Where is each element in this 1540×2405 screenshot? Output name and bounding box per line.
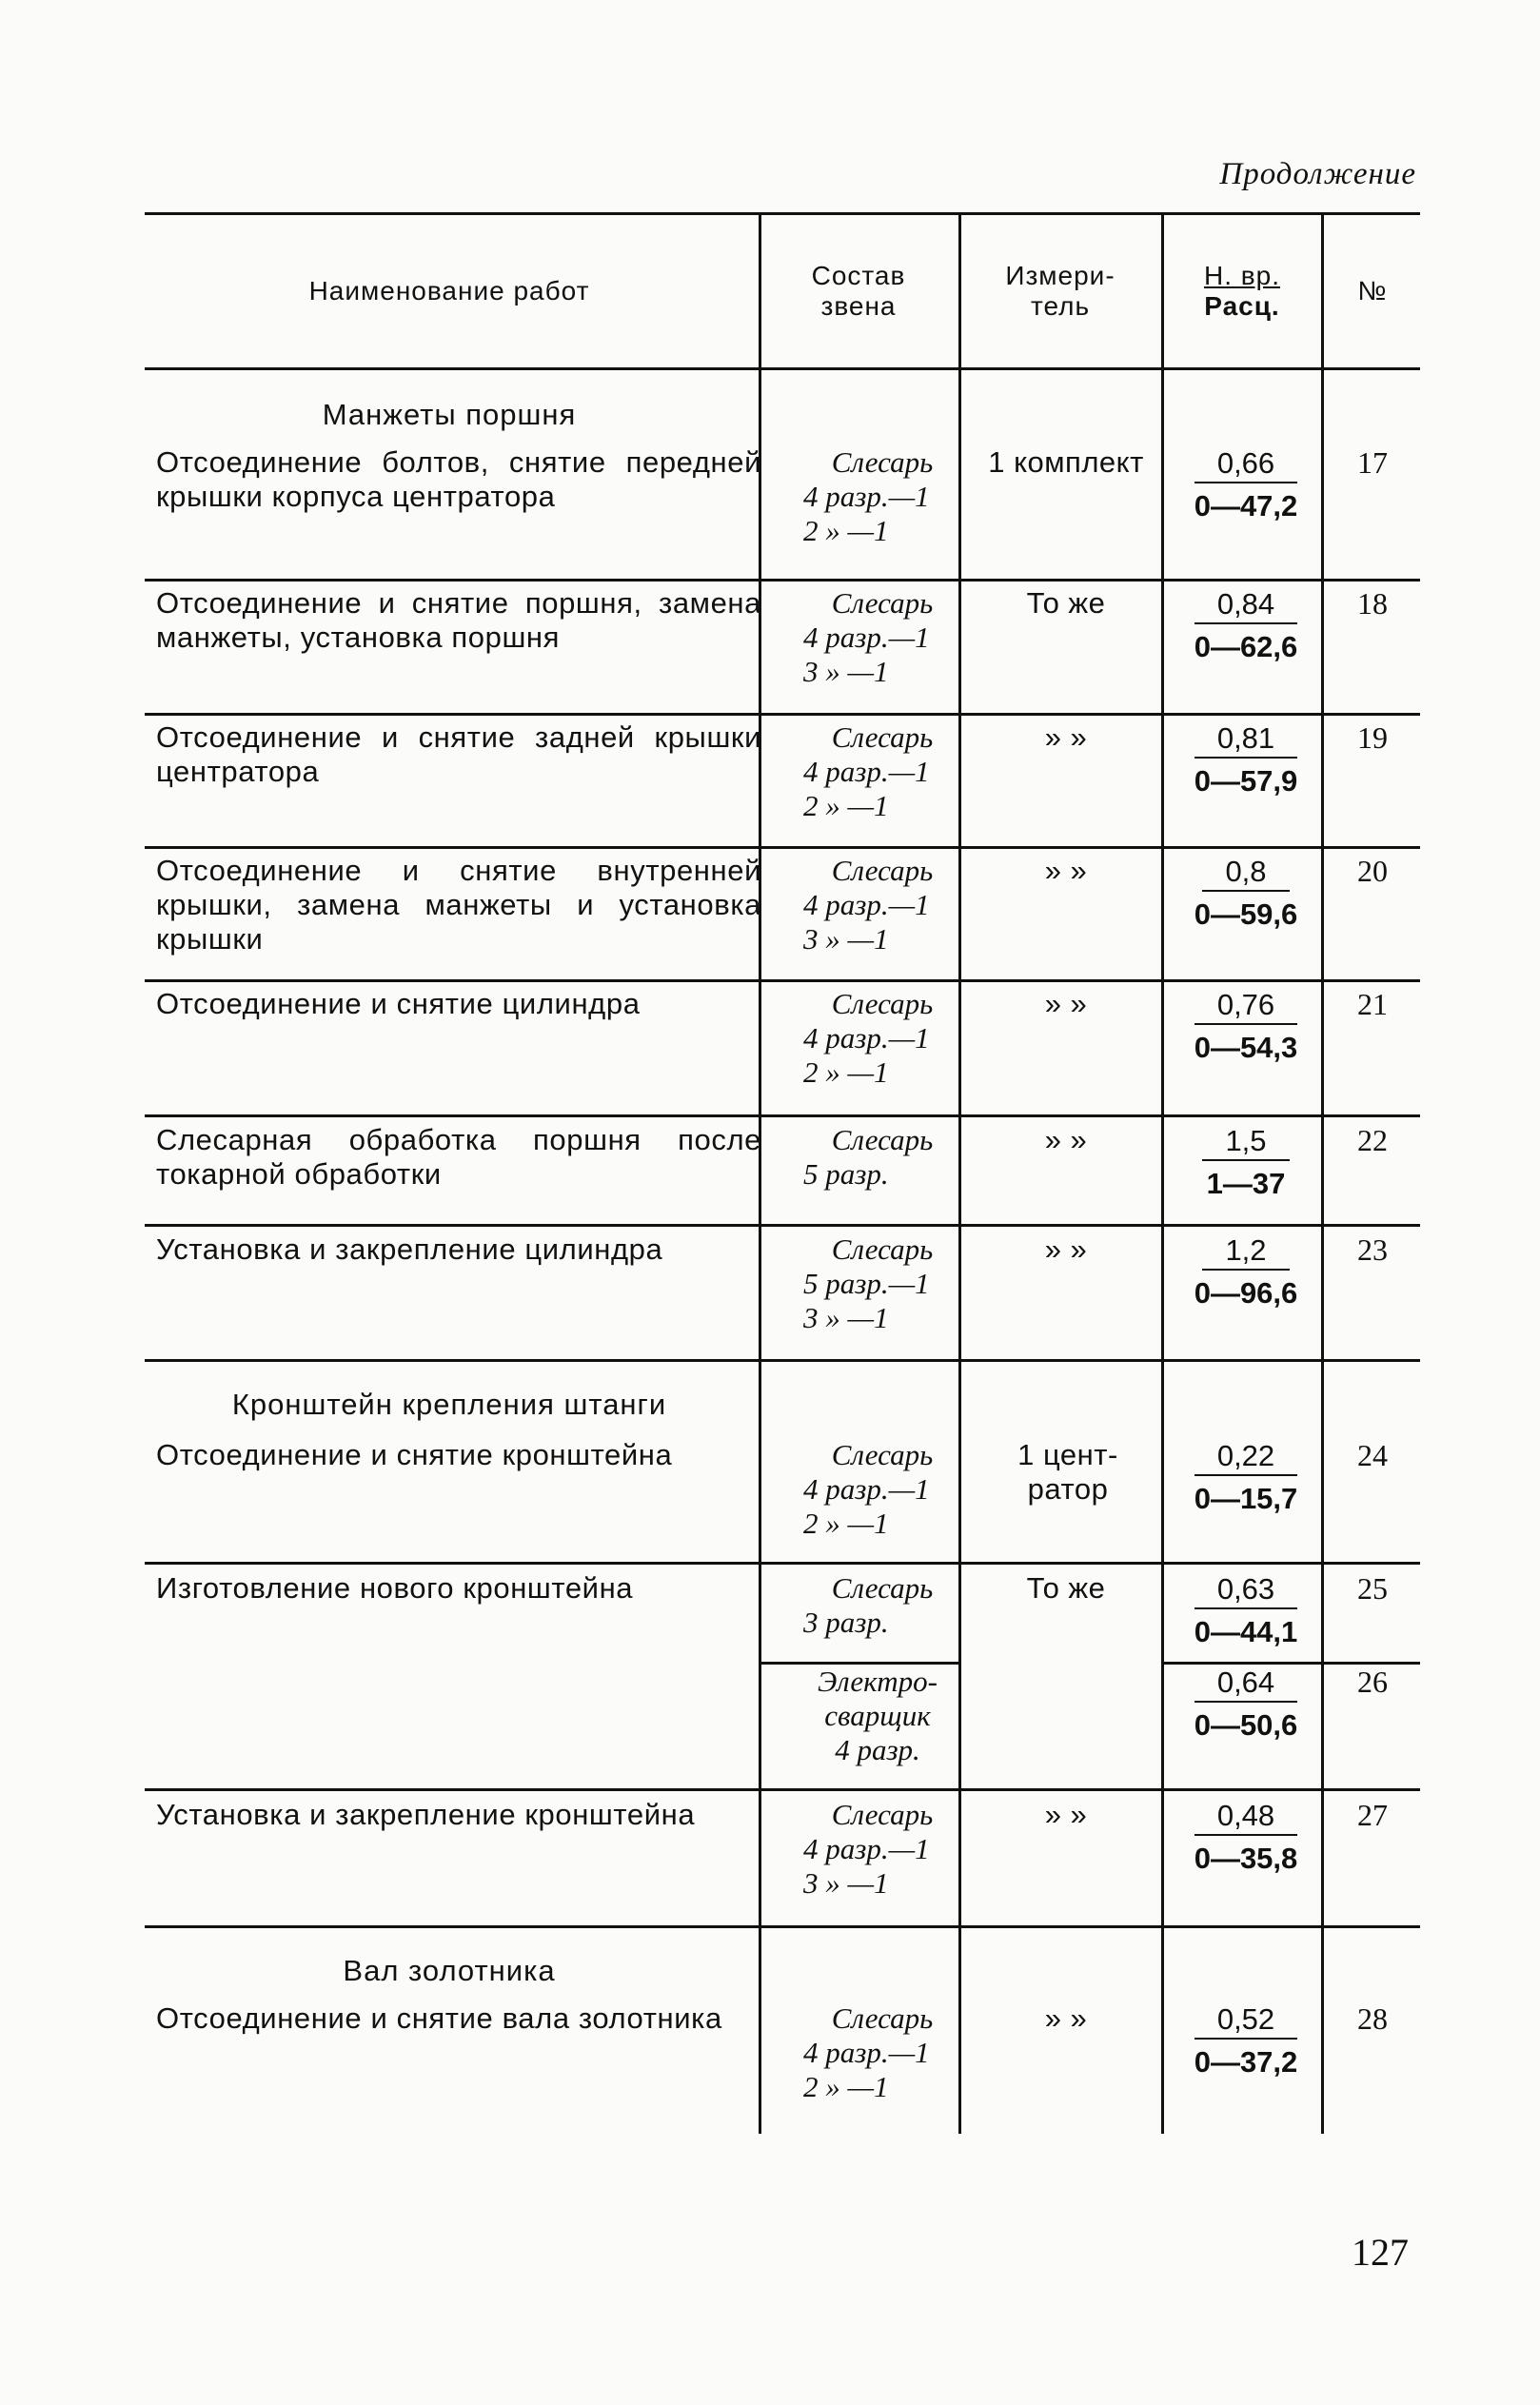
measure: То же [1026, 1571, 1106, 1605]
measure: » » [1044, 1123, 1088, 1156]
norm-time: 1,2 [1202, 1232, 1289, 1271]
norm [1170, 1798, 1322, 1878]
row-number: 28 [1357, 2001, 1388, 2036]
crew-grade: 2 » —1 [803, 789, 889, 822]
measure: 1 цент-ратор [1017, 1438, 1118, 1506]
crew-title: Электро- [818, 1665, 938, 1698]
work-name: Отсоединение и снятие внутренней крышки, замена манжеты и установка крышки [156, 854, 761, 956]
norm-rate: 0—35,8 [1194, 1842, 1298, 1875]
crew [782, 1232, 982, 1335]
norm-time: 0,84 [1194, 586, 1297, 624]
header-no: № [1357, 276, 1388, 306]
crew-grade: 4 разр.—1 [803, 755, 930, 788]
header-measure [959, 215, 1161, 367]
norm [1170, 987, 1322, 1067]
norm-rate: 0—50,6 [1194, 1708, 1298, 1742]
work-name: Отсоединение и снятие кронштейна [156, 1438, 673, 1471]
crew-title: Слесарь [831, 445, 934, 479]
work-name: Слесарная обработка поршня после токарной обработки [156, 1123, 761, 1191]
row-divider [145, 979, 1420, 982]
header-norm-top: Н. вр. [1203, 261, 1280, 290]
row-number: 27 [1357, 1798, 1388, 1832]
row-number: 24 [1357, 1438, 1388, 1472]
crew-grade: 3 » —1 [803, 1866, 889, 1900]
norm [1170, 720, 1322, 800]
crew-grade: 4 разр.—1 [803, 1472, 930, 1506]
norm-time: 0,63 [1194, 1571, 1297, 1609]
row-number: 20 [1357, 854, 1388, 888]
row-number: 25 [1357, 1571, 1388, 1606]
work-name: Отсоединение и снятие задней крышки центратора [156, 720, 761, 788]
norm-time: 0,81 [1194, 720, 1297, 759]
crew-title: Слесарь [831, 987, 934, 1020]
crew-grade: 4 разр.—1 [803, 888, 930, 921]
page-number: 127 [1352, 2231, 1409, 2274]
crew [782, 987, 982, 1090]
crew [782, 2001, 982, 2104]
header-crew-label: Состав звена [811, 261, 906, 321]
norm-time: 0,8 [1202, 854, 1289, 892]
section-heading: Манжеты поршня [322, 398, 577, 431]
measure: » » [1044, 2001, 1088, 2035]
work-name: Установка и закрепление кронштейна [156, 1798, 696, 1831]
row-number: 17 [1357, 445, 1388, 480]
row-number: 21 [1357, 987, 1388, 1021]
measure: » » [1044, 720, 1088, 754]
section-heading: Вал золотника [343, 1954, 556, 1987]
crew-title: Слесарь [831, 1232, 934, 1266]
norm-rate: 0—57,9 [1194, 764, 1298, 798]
crew-grade: 4 разр.—1 [803, 2036, 930, 2069]
crew [782, 1798, 982, 1901]
row-divider [145, 713, 1420, 716]
norm-time: 0,22 [1194, 1438, 1297, 1476]
norm-rate: 0—62,6 [1194, 630, 1298, 663]
norm-rate: 0—44,1 [1194, 1615, 1298, 1648]
crew [782, 1571, 982, 1640]
norm-rate: 0—96,6 [1194, 1276, 1298, 1310]
row-divider [145, 1925, 1420, 1928]
row-divider [145, 1562, 1420, 1565]
crew-grade: 4 разр.—1 [803, 621, 930, 654]
row-divider [145, 1788, 1420, 1791]
norm-rate: 0—54,3 [1194, 1031, 1298, 1064]
crew-grade: 2 » —1 [803, 1507, 889, 1540]
norm-time: 0,66 [1194, 445, 1297, 483]
crew [782, 445, 982, 548]
crew-title: Слесарь [831, 1438, 934, 1471]
crew-grade: 3 » —1 [803, 922, 889, 956]
measure: » » [1044, 987, 1088, 1020]
crew-grade: 4 разр.—1 [803, 1832, 930, 1865]
crew-title: Слесарь [831, 720, 934, 754]
crew-title: Слесарь [831, 586, 934, 620]
row-number: 26 [1357, 1665, 1388, 1699]
norm [1170, 586, 1322, 666]
crew-grade: 5 разр. [803, 1157, 889, 1191]
crew-grade: 2 » —1 [803, 1055, 889, 1089]
norm [1170, 854, 1322, 934]
norm-rate: 0—15,7 [1194, 1482, 1298, 1515]
crew-grade: 4 разр. [835, 1733, 920, 1766]
work-name: Отсоединение болтов, снятие передней крышки корпуса центратора [156, 445, 761, 513]
work-name: Отсоединение и снятие цилиндра [156, 987, 641, 1020]
norm [1170, 1665, 1322, 1745]
norm-time: 0,48 [1194, 1798, 1297, 1836]
norm [1170, 1123, 1322, 1203]
row-number: 22 [1357, 1123, 1388, 1157]
continued-label: Продолжение [1219, 157, 1416, 191]
crew [782, 720, 982, 823]
crew [782, 1123, 982, 1192]
norm [1170, 445, 1322, 525]
work-name: Отсоединение и снятие поршня, замена манжеты, установка поршня [156, 586, 761, 654]
measure: » » [1044, 1798, 1088, 1831]
row-divider [145, 846, 1420, 849]
crew [782, 1438, 982, 1541]
crew-title: Слесарь [831, 1123, 934, 1156]
row-number: 19 [1357, 720, 1388, 755]
work-name: Изготовление нового кронштейна [156, 1571, 634, 1605]
crew-title: Слесарь [831, 854, 934, 887]
crew [792, 1665, 963, 1767]
norm-rate: 0—37,2 [1194, 2045, 1298, 2079]
crew-grade: 4 разр.—1 [803, 1021, 930, 1055]
crew-title: Слесарь [831, 1798, 934, 1831]
header-norm [1163, 215, 1321, 367]
norm-time: 1,5 [1202, 1123, 1289, 1161]
norm [1170, 1232, 1322, 1312]
crew [782, 854, 982, 956]
crew [782, 586, 982, 689]
norm-time: 0,52 [1194, 2001, 1297, 2040]
crew-grade: 4 разр.—1 [803, 480, 930, 513]
crew-grade: 3 » —1 [803, 655, 889, 688]
norm-rate: 0—59,6 [1194, 897, 1298, 931]
row-divider [145, 579, 1420, 582]
norm [1170, 1571, 1322, 1651]
col-rule-3 [1161, 215, 1164, 2134]
header-crew [763, 215, 954, 367]
norm-time: 0,76 [1194, 987, 1297, 1025]
row-number: 18 [1357, 586, 1388, 621]
header-norm-bottom: Расц. [1204, 291, 1280, 321]
header-name: Наименование работ [308, 276, 590, 306]
work-name: Установка и закрепление цилиндра [156, 1232, 663, 1266]
work-name: Отсоединение и снятие вала золотника [156, 2001, 722, 2035]
crew-grade: 3 разр. [803, 1606, 889, 1639]
table-header [145, 215, 1420, 370]
header-measure-label: Измери-тель [1005, 261, 1116, 321]
crew-title: сварщик [824, 1699, 931, 1732]
crew-title: Слесарь [831, 2001, 934, 2035]
measure: 1 комплект [988, 445, 1144, 479]
crew-grade: 5 разр.—1 [803, 1267, 930, 1300]
measure: То же [1026, 586, 1106, 620]
norm-rate: 1—37 [1206, 1167, 1286, 1200]
measure: » » [1044, 1232, 1088, 1266]
row-divider [145, 1359, 1420, 1362]
norm [1170, 2001, 1322, 2081]
section-heading: Кронштейн крепления штанги [231, 1388, 667, 1421]
norm [1170, 1438, 1322, 1518]
norm-rate: 0—47,2 [1194, 489, 1298, 522]
row-divider [145, 1114, 1420, 1117]
crew-grade: 3 » —1 [803, 1301, 889, 1334]
crew-grade: 2 » —1 [803, 2070, 889, 2103]
crew-title: Слесарь [831, 1571, 934, 1605]
norm-time: 0,64 [1194, 1665, 1297, 1703]
row-number: 23 [1357, 1232, 1388, 1267]
measure: » » [1044, 854, 1088, 887]
crew-grade: 2 » —1 [803, 514, 889, 547]
row-divider [145, 1224, 1420, 1227]
